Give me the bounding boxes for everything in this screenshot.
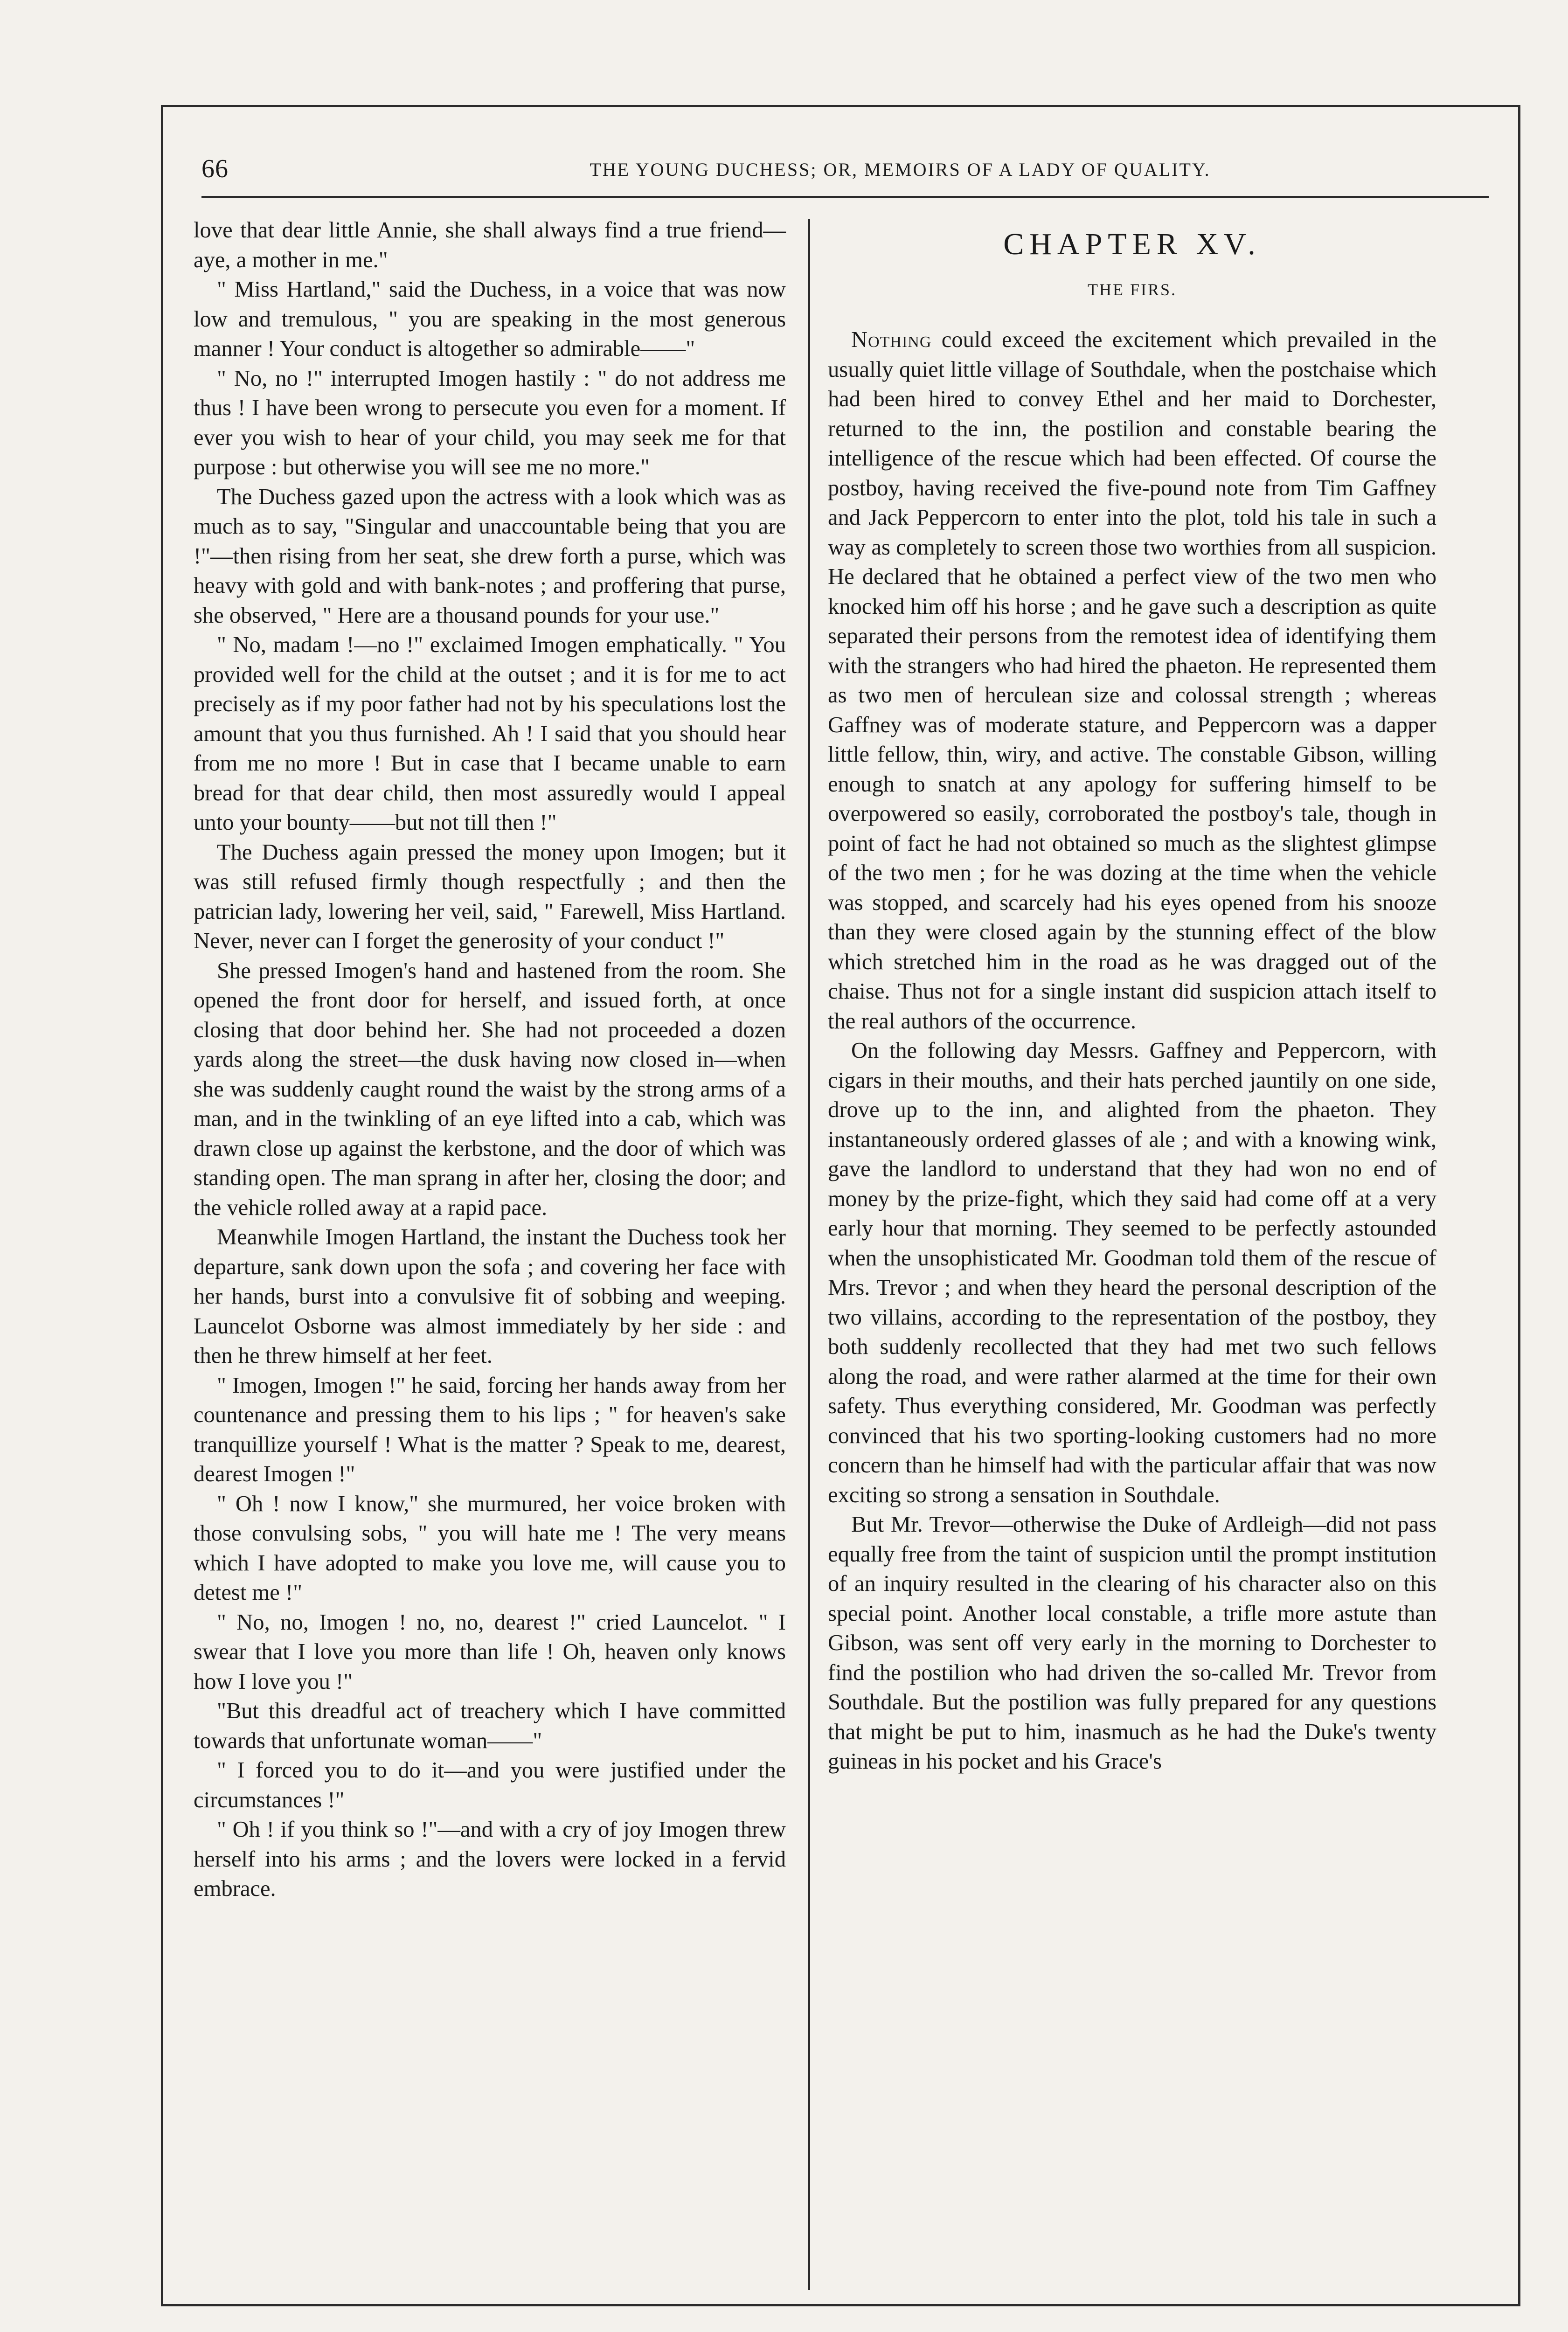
left-column: [194, 215, 786, 1904]
chapter-title: CHAPTER XV.: [1003, 227, 1261, 261]
paragraph: " No, no !" interrupted Imogen hastily : " do not address me thus ! I have been wrong to persecute you even for a moment. If ever you wish to hear of your child, you may seek me for that purpose : but otherwise you will see me no more.": [194, 365, 786, 479]
paragraph: "But this dreadful act of treachery which I have committed towards that unfortunate woman——": [194, 1698, 786, 1753]
paragraph: " Imogen, Imogen !" he said, forcing her hands away from her countenance and pressing them to his lips ; " for heaven's sake tranquillize yourself ! What is the matter ? Speak to me, dearest, dearest Imogen !": [194, 1372, 786, 1486]
column-divider: [808, 219, 810, 2290]
header-rule: [201, 196, 1489, 198]
paragraph-text: could exceed the excitement which prevailed in the usually quiet little village of Southdale, when the postchaise which had been hired to convey Ethel and her maid to Dorchester, returned to the inn, the postilion and constable bearing the intelligence of the rescue which had been effected. Of course the postboy, having received the five-pound note from Tim Gaffney and Jack Peppercorn to enter into the plot, told his tale in such a way as completely to screen those two worthies from all suspicion. He declared that he obtained a perfect view of the two men who knocked him off his horse ; and he gave such a description as quite separated their persons from the remotest idea of identifying them with the strangers who had hired the phaeton. He represented them as two men of herculean size and colossal strength ; whereas Gaffney was of moderate stature, and Peppercorn was a dapper little fellow, thin, wiry, and active. The constable Gibson, willing enough to snatch at any apology for suffering himself to be overpowered so easily, corroborated the postboy's tale, though in point of fact he had not obtained so much as the slightest glimpse of the two men ; for he was dozing at the time when the vehicle was stopped, and scarcely had his eyes opened from his snooze than they were closed again by the stunning effect of the blow which stretched him in the road as he was dragged out of the chaise. Thus not for a single instant did suspicion attach itself to the real authors of the occurrence.: [828, 327, 1436, 1034]
paragraph: love that dear little Annie, she shall always find a true friend—aye, a mother in me.": [194, 217, 786, 272]
paragraph: " Miss Hartland," said the Duchess, in a voice that was now low and tremulous, " you are speaking in the most generous manner ! Your conduct is altogether so admirable——": [194, 277, 786, 361]
paragraph: But Mr. Trevor—otherwise the Duke of Ardleigh—did not pass equally free from the taint of suspicion until the prompt institution of an inquiry resulted in the clearing of his character also on this special point. Another local constable, a trifle more astute than Gibson, was sent off very early in the morning to Dorchester to find the postilion who had driven the so-called Mr. Trevor from Southdale. But the postilion was fully prepared for any questions that might be put to him, inasmuch as he had the Duke's twenty guineas in his pocket and his Grace's: [828, 1512, 1436, 1774]
paragraph: " I forced you to do it—and you were justified under the circumstances !": [194, 1757, 786, 1812]
right-column: [828, 215, 1436, 1777]
paragraph: " No, no, Imogen ! no, no, dearest !" cried Launcelot. " I swear that I love you more than life ! Oh, heaven only knows how I love you !": [194, 1609, 786, 1694]
paragraph: " Oh ! now I know," she murmured, her voice broken with those convulsing sobs, " you will hate me ! The very means which I have adopted to make you love me, will cause you to detest me !": [194, 1491, 786, 1605]
paragraph: The Duchess gazed upon the actress with a look which was as much as to say, "Singular and unaccountable being that you are !"—then rising from her seat, she drew forth a purse, which was heavy with gold and with bank-notes ; and proffering that purse, she observed, " Here are a thousand pounds for your use.": [194, 484, 786, 628]
paragraph: Meanwhile Imogen Hartland, the instant the Duchess took her departure, sank down upon the sofa ; and covering her face with her hands, burst into a convulsive fit of sobbing and weeping. Launcelot Osborne was almost immediately by her side : and then he threw himself at her feet.: [194, 1224, 786, 1368]
opening-word: Nothing: [851, 327, 932, 352]
paragraph: " Oh ! if you think so !"—and with a cry of joy Imogen threw herself into his arms ; and the lovers were locked in a fervid embrace.: [194, 1817, 786, 1901]
paragraph: On the following day Messrs. Gaffney and Peppercorn, with cigars in their mouths, and their hats perched jauntily on one side, drove up to the inn, and alighted from the phaeton. They instantaneously ordered glasses of ale ; and with a knowing wink, gave the landlord to understand that they had won no end of money by the prize-fight, which they said had come off at a very early hour that morning. They seemed to be perfectly astounded when the unsophisticated Mr. Goodman told them of the rescue of Mrs. Trevor ; and when they heard the personal description of the two villains, according to the representation of the postboy, they both suddenly recollected that they had met two such fellows along the road, and were rather alarmed at the time for their own safety. Thus everything considered, Mr. Goodman was perfectly convinced that his two sporting-looking customers had no more concern than he himself had with the particular affair that was now exciting so strong a sensation in Southdale.: [828, 1038, 1436, 1507]
paragraph: She pressed Imogen's hand and hastened from the room. She opened the front door for herself, and issued forth, at once closing that door behind her. She had not proceeded a dozen yards along the street—the dusk having now closed in—when she was suddenly caught round the waist by the strong arms of a man, and in the twinkling of an eye lifted into a cab, which was drawn close up against the kerbstone, and the door of which was standing open. The man sprang in after her, closing the door; and the vehicle rolled away at a rapid pace.: [194, 958, 786, 1220]
paragraph: [828, 325, 1436, 1036]
chapter-subtitle: THE FIRS.: [1087, 280, 1177, 299]
paragraph: " No, madam !—no !" exclaimed Imogen emphatically. " You provided well for the child at the outset ; and it is for me to act precisely as if my poor father had not by his speculations lost the amount that you thus furnished. Ah ! I said that you should hear from me no more ! But in case that I became unable to earn bread for that dear child, then most assuredly would I appeal unto your bounty——but not till then !": [194, 632, 786, 835]
running-head: THE YOUNG DUCHESS; OR, MEMOIRS OF A LADY OF QUALITY.: [590, 159, 1211, 180]
page-number: 66: [201, 154, 229, 183]
paragraph: The Duchess again pressed the money upon Imogen; but it was still refused firmly though respectfully ; and then the patrician lady, lowering her veil, said, " Farewell, Miss Hartland. Never, never can I forget the generosity of your conduct !": [194, 839, 786, 953]
